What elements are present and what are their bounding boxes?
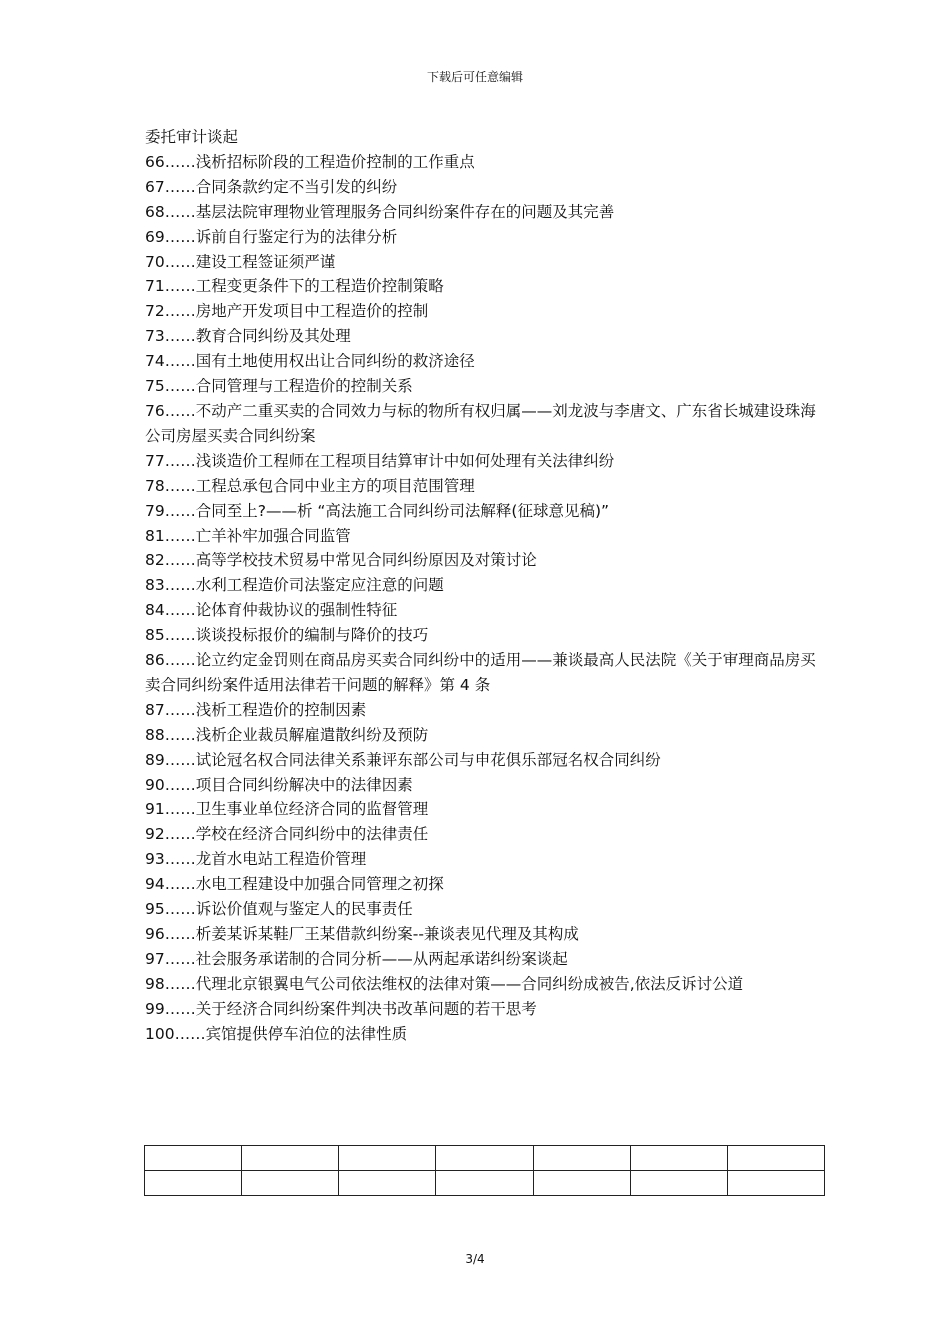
table-cell — [242, 1146, 339, 1171]
table-cell — [145, 1171, 242, 1196]
text-line: 78……工程总承包合同中业主方的项目范围管理 — [145, 476, 475, 495]
text-line: 88……浅析企业裁员解雇遣散纠纷及预防 — [145, 725, 429, 744]
text-line: 84……论体育仲裁协议的强制性特征 — [145, 601, 398, 620]
document-body — [145, 125, 825, 1047]
text-line: 74……国有土地使用权出让合同纠纷的救济途径 — [145, 352, 475, 371]
text-line: 100……宾馆提供停车泊位的法律性质 — [145, 1024, 408, 1043]
table-row — [145, 1171, 825, 1196]
text-line: 委托审计谈起 — [145, 128, 239, 146]
text-line: 67……合同条款约定不当引发的纠纷 — [145, 177, 398, 196]
table-cell — [436, 1146, 533, 1171]
blank-footer-table — [144, 1145, 825, 1196]
text-line: 94……水电工程建设中加强合同管理之初探 — [145, 875, 444, 894]
text-line: 92……学校在经济合同纠纷中的法律责任 — [145, 825, 429, 844]
text-line: 76……不动产二重买卖的合同效力与标的物所有权归属——刘龙波与李唐文、广东省长城建设珠海公司房屋买卖合同纠纷案 — [145, 401, 816, 445]
table-cell — [339, 1171, 436, 1196]
text-line: 72……房地产开发项目中工程造价的控制 — [145, 302, 429, 321]
table-row — [145, 1146, 825, 1171]
text-line: 85……谈谈投标报价的编制与降价的技巧 — [145, 626, 429, 645]
table-cell — [533, 1171, 630, 1196]
text-line: 82……高等学校技术贸易中常见合同纠纷原因及对策讨论 — [145, 551, 537, 570]
text-line: 90……项目合同纠纷解决中的法律因素 — [145, 775, 413, 794]
page-number: 3/4 — [465, 1252, 485, 1266]
page-header: 下载后可任意编辑 — [426, 70, 523, 84]
text-line: 95……诉讼价值观与鉴定人的民事责任 — [145, 900, 413, 919]
text-line: 97……社会服务承诺制的合同分析——从两起承诺纠纷案谈起 — [145, 949, 568, 968]
text-line: 98……代理北京银翼电气公司依法维权的法律对策——合同纠纷成被告,依法反诉讨公道 — [145, 974, 744, 993]
text-line: 93……龙首水电站工程造价管理 — [145, 850, 367, 869]
text-line: 77……浅谈造价工程师在工程项目结算审计中如何处理有关法律纠纷 — [145, 451, 615, 470]
text-line: 83……水利工程造价司法鉴定应注意的问题 — [145, 576, 444, 595]
text-line: 96……析姜某诉某鞋厂王某借款纠纷案--兼谈表见代理及其构成 — [145, 925, 579, 943]
table-cell — [727, 1146, 824, 1171]
table-cell — [436, 1171, 533, 1196]
table-cell — [727, 1171, 824, 1196]
text-line: 66……浅析招标阶段的工程造价控制的工作重点 — [145, 152, 475, 171]
text-line: 81……亡羊补牢加强合同监管 — [145, 526, 351, 545]
text-line: 68……基层法院审理物业管理服务合同纠纷案件存在的问题及其完善 — [145, 202, 615, 221]
text-line: 70……建设工程签证须严谨 — [145, 252, 336, 271]
text-line: 99……关于经济合同纠纷案件判决书改革问题的若干思考 — [145, 999, 537, 1018]
text-line: 91……卫生事业单位经济合同的监督管理 — [145, 800, 429, 819]
table-cell — [630, 1146, 727, 1171]
text-line: 73……教育合同纠纷及其处理 — [145, 327, 351, 346]
text-line: 71……工程变更条件下的工程造价控制策略 — [145, 277, 444, 296]
text-line: 69……诉前自行鉴定行为的法律分析 — [145, 227, 398, 246]
text-line: 89……试论冠名权合同法律关系兼评东部公司与申花俱乐部冠名权合同纠纷 — [145, 750, 661, 769]
table-cell — [145, 1146, 242, 1171]
table-cell — [339, 1146, 436, 1171]
text-line: 75……合同管理与工程造价的控制关系 — [145, 377, 413, 396]
text-line: 87……浅析工程造价的控制因素 — [145, 700, 367, 719]
table-cell — [242, 1171, 339, 1196]
table-cell — [533, 1146, 630, 1171]
text-line: 79……合同至上?——析 “高法施工合同纠纷司法解释(征球意见稿)” — [145, 501, 610, 520]
table-cell — [630, 1171, 727, 1196]
text-line: 86……论立约定金罚则在商品房买卖合同纠纷中的适用——兼谈最高人民法院《关于审理商品房买卖合同纠纷案件适用法律若干问题的解释》第 4 条 — [145, 651, 816, 694]
